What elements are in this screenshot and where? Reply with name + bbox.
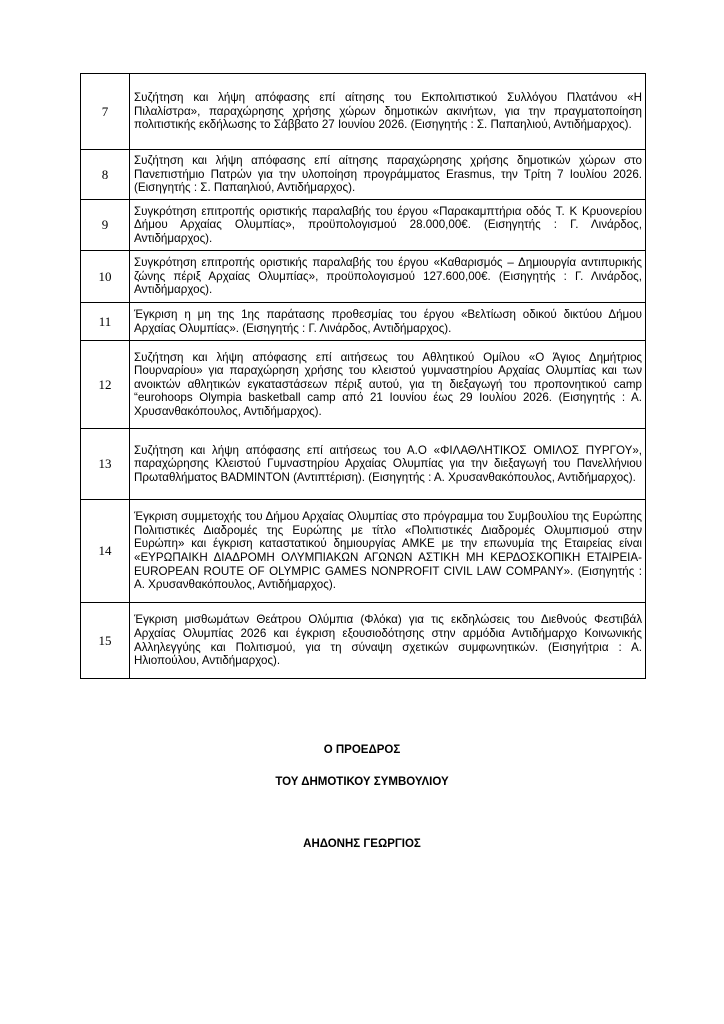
- table-row: [81, 74, 646, 150]
- signature-council: ΤΟΥ ΔΗΜΟΤΙΚΟΥ ΣΥΜΒΟΥΛΙΟΥ: [275, 776, 449, 788]
- item-number: 10: [81, 251, 130, 303]
- item-number: 8: [81, 150, 130, 200]
- item-text: Συζήτηση και λήψη απόφασης επί αιτήσεως του Αθλητικού Ομίλου «Ο Άγιος Δημήτριος Πουρναρίου» για παραχώρηση χρήσης του κλειστού γυμναστηρίου Αρχαίας Ολυμπίας και των ανοικτών αθλητικών εγκαταστάσεων πέριξ αυτού, για τη διεξαγωγή του προπονητικού camp “eurohoops Olympia basketball camp από 21 Ιουνίου έως 29 Ιουλίου 2026. (Εισηγητής : Α. Χρυσανθακόπουλος, Αντιδήμαρχος).: [130, 341, 646, 429]
- item-text: Συζήτηση και λήψη απόφασης επί αιτήσεως του Α.Ο «ΦΙΛΑΘΛΗΤΙΚΟΣ ΟΜΙΛΟΣ ΠΥΡΓΟΥ», παραχώρησης Κλειστού Γυμναστηρίου Αρχαίας Ολυμπίας για την διεξαγωγή του Πανελλήνιου Πρωταθλήματος BADMINTON (Αντιπτέριση). (Εισηγητής : Α. Χρυσανθακόπουλος, Αντιδήμαρχος).: [130, 429, 646, 500]
- table-row: [81, 251, 646, 303]
- table-row: [81, 200, 646, 251]
- item-number: 15: [81, 603, 130, 679]
- table-row: [81, 500, 646, 603]
- table-row: [81, 303, 646, 341]
- agenda-table: [80, 73, 646, 679]
- table-row: [81, 150, 646, 200]
- item-number: 12: [81, 341, 130, 429]
- item-number: 7: [81, 74, 130, 150]
- item-number: 9: [81, 200, 130, 251]
- item-number: 13: [81, 429, 130, 500]
- table-row: [81, 603, 646, 679]
- signature-title: Ο ΠΡΟΕΔΡΟΣ: [323, 744, 401, 756]
- item-text: Συγκρότηση επιτροπής οριστικής παραλαβής του έργου «Καθαρισμός – Δημιουργία αντιπυρικής ζώνης πέριξ Αρχαίας Ολυμπίας», προϋπολογισμού 127.600,00€. (Εισηγητής : Γ. Λινάρδος, Αντιδήμαρχος).: [130, 251, 646, 303]
- table-row: [81, 429, 646, 500]
- item-number: 11: [81, 303, 130, 341]
- item-text: Συγκρότηση επιτροπής οριστικής παραλαβής του έργου «Παρακαμπτήρια οδός Τ. Κ Κρυονερίου Δήμου Αρχαίας Ολυμπίας», προϋπολογισμού 28.000,00€. (Εισηγητής : Γ. Λινάρδος, Αντιδήμαρχος).: [130, 200, 646, 251]
- table-row: [81, 341, 646, 429]
- item-text: Έγκριση η μη της 1ης παράτασης προθεσμίας του έργου «Βελτίωση οδικού δικτύου Δήμου Αρχαίας Ολυμπίας». (Εισηγητής : Γ. Λινάρδος, Αντιδήμαρχος).: [130, 303, 646, 341]
- item-text: Έγκριση συμμετοχής του Δήμου Αρχαίας Ολυμπίας στο πρόγραμμα του Συμβουλίου της Ευρώπης Πολιτιστικές Διαδρομές της Ευρώπης με τίτλο «Πολιτιστικές Διαδρομές Ολυμπισμού στην Ευρώπη» και έγκριση καταστατικού δημιουργίας ΑΜΚΕ με την επωνυμία της Εταιρείας είναι «ΕΥΡΩΠΑΙΚΗ ΔΙΑΔΡΟΜΗ ΟΛΥΜΠΙΑΚΩΝ ΑΓΩΝΩΝ ΑΣΤΙΚΗ ΜΗ ΚΕΡΔΟΣΚΟΠΙΚΗ ΕΤΑΙΡΕΙΑ-EUROPEAN ROUTE OF OLYMPIC GAMES NONPROFIT CIVIL LAW COMPANY». (Εισηγητής : Α. Χρυσανθακόπουλος, Αντιδήμαρχος).: [130, 500, 646, 603]
- item-text: Έγκριση μισθωμάτων Θεάτρου Ολύμπια (Φλόκα) για τις εκδηλώσεις του Διεθνούς Φεστιβάλ Αρχαίας Ολυμπίας 2026 και έγκριση εξουσιοδότησης στην αρμόδια Αντιδήμαρχο Κοινωνικής Αλληλεγγύης και Πολιτισμού, για τη σύναψη σχετικών συμφωνητικών. (Εισηγήτρια : Α. Ηλιοπούλου, Αντιδήμαρχος).: [130, 603, 646, 679]
- signature-name: ΑΗΔΟΝΗΣ ΓΕΩΡΓΙΟΣ: [303, 838, 421, 850]
- item-number: 14: [81, 500, 130, 603]
- item-text: Συζήτηση και λήψη απόφασης επί αίτησης του Εκπολιτιστικού Συλλόγου Πλατάνου «Η Πιλαλίστρα», παραχώρησης χρήσης χώρων δημοτικών ακινήτων, για την πραγματοποίηση πολιτιστικής εκδήλωσης το Σάββατο 27 Ιουνίου 2026. (Εισηγητής : Σ. Παπαηλιού, Αντιδήμαρχος).: [130, 74, 646, 150]
- item-text: Συζήτηση και λήψη απόφασης επί αίτησης παραχώρησης χρήσης δημοτικών χώρων στο Πανεπιστήμιο Πατρών για την υλοποίηση προγράμματος Erasmus, την Τρίτη 7 Ιουλίου 2026. (Εισηγητής : Σ. Παπαηλιού, Αντιδήμαρχος).: [130, 150, 646, 200]
